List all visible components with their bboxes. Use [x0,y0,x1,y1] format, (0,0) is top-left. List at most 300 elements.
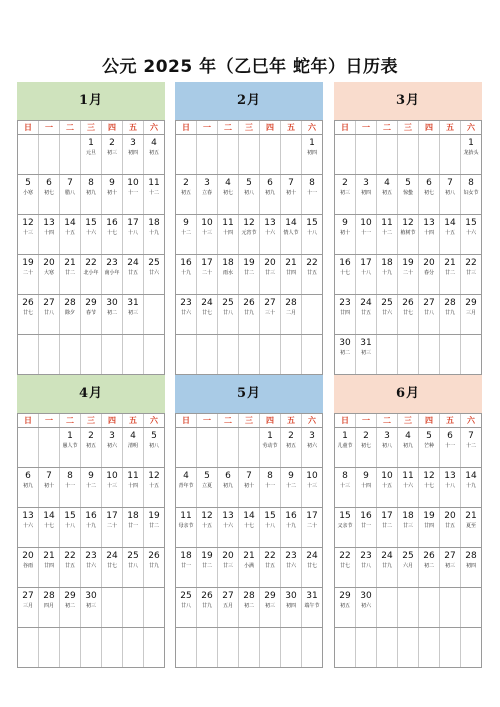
day-cell[interactable] [260,548,281,587]
day-cell [39,335,60,374]
day-cell[interactable] [123,508,144,547]
weekday-label: 六 [467,416,475,425]
weekday-label: 一 [197,121,218,134]
day-cell [398,588,419,627]
day-cell[interactable] [18,255,39,294]
day-cell[interactable] [356,468,377,507]
day-cell[interactable] [281,295,302,334]
day-cell[interactable] [123,468,144,507]
lunar-date: 廿三 [264,270,275,276]
day-cell[interactable] [356,215,377,254]
day-cell[interactable] [398,175,419,214]
month-table [17,120,165,375]
day-number: 9 [183,218,189,228]
day-cell [176,135,197,174]
day-cell[interactable] [302,428,322,467]
day-cell[interactable] [218,255,239,294]
week-row [18,174,164,214]
day-cell[interactable] [398,508,419,547]
lunar-date: 初八 [243,190,254,196]
day-cell[interactable] [60,215,81,254]
day-cell[interactable] [18,468,39,507]
day-number: 25 [381,298,393,308]
day-cell[interactable] [398,548,419,587]
day-cell [239,428,260,467]
day-number: 29 [264,591,276,601]
lunar-date: 十二 [465,443,476,449]
day-number: 2 [88,431,94,441]
lunar-date: 青年节 [178,483,194,489]
lunar-date: 初九 [264,190,275,196]
lunar-date: 廿四 [285,270,296,276]
day-cell[interactable] [461,215,481,254]
week-row [176,547,322,587]
day-number: 19 [402,258,414,268]
day-cell [419,628,440,667]
week-row [176,627,322,667]
day-cell[interactable] [60,255,81,294]
month-table [334,120,482,375]
day-cell [260,335,281,374]
lunar-date: 十一 [127,190,138,196]
day-cell [281,135,302,174]
day-cell[interactable] [302,215,322,254]
day-cell[interactable] [60,508,81,547]
day-cell[interactable] [356,295,377,334]
day-number: 15 [306,218,318,228]
day-cell[interactable] [398,295,419,334]
day-cell[interactable] [335,215,356,254]
day-number: 9 [109,178,115,188]
day-cell[interactable] [377,255,398,294]
day-cell[interactable] [218,175,239,214]
day-cell [419,588,440,627]
lunar-date: 廿八 [43,310,54,316]
day-cell[interactable] [18,548,39,587]
day-cell[interactable] [260,175,281,214]
day-cell[interactable] [281,175,302,214]
day-cell[interactable] [281,588,302,627]
lunar-date: 十六 [222,523,233,529]
lunar-date: 儿童节 [337,443,353,449]
lunar-date: 初十 [339,230,350,236]
day-cell[interactable] [440,508,461,547]
day-cell [144,335,164,374]
day-cell[interactable] [302,135,322,174]
day-cell[interactable] [260,215,281,254]
day-cell[interactable] [335,175,356,214]
lunar-date: 初二 [423,563,434,569]
day-number: 7 [447,178,453,188]
lunar-date: 廿八 [180,603,191,609]
day-cell[interactable] [398,468,419,507]
day-cell[interactable] [144,255,164,294]
day-number: 16 [285,511,297,521]
week-row [335,254,481,294]
day-number: 1 [468,138,474,148]
day-cell[interactable] [39,215,60,254]
day-cell[interactable] [102,548,123,587]
day-number: 9 [88,471,94,481]
day-cell[interactable] [377,468,398,507]
day-cell[interactable] [81,135,102,174]
day-cell[interactable] [176,175,197,214]
day-cell[interactable] [144,135,164,174]
day-cell[interactable] [102,295,123,334]
day-cell[interactable] [239,508,260,547]
day-cell[interactable] [39,255,60,294]
day-cell[interactable] [60,295,81,334]
day-cell[interactable] [335,548,356,587]
day-cell[interactable] [335,295,356,334]
day-cell[interactable] [377,548,398,587]
day-cell[interactable] [60,175,81,214]
day-cell[interactable] [60,588,81,627]
day-cell[interactable] [144,508,164,547]
day-cell[interactable] [440,548,461,587]
day-cell[interactable] [377,215,398,254]
day-cell[interactable] [197,588,218,627]
day-cell[interactable] [218,215,239,254]
lunar-date: 廿九 [148,563,159,569]
day-cell [260,135,281,174]
day-number: 21 [465,511,477,521]
day-number: 29 [465,298,477,308]
day-cell[interactable] [39,295,60,334]
day-cell[interactable] [102,215,123,254]
day-cell[interactable] [102,175,123,214]
lunar-date: 廿七 [106,563,117,569]
day-cell[interactable] [461,175,481,214]
day-cell[interactable] [281,508,302,547]
day-cell[interactable] [123,295,144,334]
day-cell[interactable] [461,428,481,467]
day-cell[interactable] [440,295,461,334]
day-cell[interactable] [197,508,218,547]
lunar-date: 廿七 [306,563,317,569]
day-cell[interactable] [335,255,356,294]
day-number: 27 [222,591,234,601]
day-cell[interactable] [218,588,239,627]
lunar-date: 五月 [222,603,233,609]
day-cell[interactable] [260,295,281,334]
day-cell [260,628,281,667]
day-cell[interactable] [398,215,419,254]
day-cell[interactable] [461,468,481,507]
day-cell [102,588,123,627]
day-cell[interactable] [123,215,144,254]
day-cell[interactable] [377,295,398,334]
day-cell[interactable] [102,255,123,294]
day-cell[interactable] [335,335,356,374]
day-cell[interactable] [144,428,164,467]
day-cell[interactable] [123,255,144,294]
weekday-label: 二 [377,414,398,427]
day-cell[interactable] [239,175,260,214]
lunar-date: 春分 [423,270,434,276]
weekday-label: 四 [419,121,440,134]
day-number: 24 [381,551,393,561]
day-number: 10 [201,218,213,228]
day-number: 7 [468,431,474,441]
day-cell[interactable] [18,588,39,627]
day-cell[interactable] [81,295,102,334]
day-cell[interactable] [81,548,102,587]
day-cell[interactable] [239,548,260,587]
weekday-header-row [18,120,164,134]
day-cell[interactable] [218,548,239,587]
day-cell[interactable] [176,508,197,547]
day-cell[interactable] [18,215,39,254]
day-cell[interactable] [302,588,322,627]
day-number: 10 [306,471,318,481]
day-cell[interactable] [260,428,281,467]
day-cell[interactable] [81,255,102,294]
day-cell[interactable] [197,295,218,334]
day-number: 28 [444,298,456,308]
lunar-date: 三十 [264,310,275,316]
day-cell[interactable] [144,548,164,587]
lunar-date: 初七 [360,443,371,449]
day-cell[interactable] [39,588,60,627]
day-cell[interactable] [39,468,60,507]
day-cell[interactable] [335,508,356,547]
day-cell[interactable] [197,468,218,507]
day-cell[interactable] [123,428,144,467]
day-cell[interactable] [144,468,164,507]
day-cell[interactable] [218,468,239,507]
day-cell[interactable] [39,175,60,214]
lunar-date: 二十 [22,270,33,276]
day-cell[interactable] [302,175,322,214]
day-number: 7 [288,178,294,188]
day-cell[interactable] [260,255,281,294]
day-cell[interactable] [356,508,377,547]
day-cell[interactable] [398,428,419,467]
day-cell[interactable] [176,548,197,587]
day-cell[interactable] [377,175,398,214]
day-cell[interactable] [260,468,281,507]
day-cell[interactable] [176,255,197,294]
day-number: 24 [306,551,318,561]
day-cell[interactable] [356,428,377,467]
day-cell[interactable] [419,548,440,587]
day-cell[interactable] [18,175,39,214]
day-cell[interactable] [377,428,398,467]
day-cell[interactable] [440,215,461,254]
day-cell[interactable] [239,295,260,334]
day-cell[interactable] [461,255,481,294]
day-cell[interactable] [144,175,164,214]
weekday-header-row [335,413,481,427]
day-cell[interactable] [281,548,302,587]
day-cell[interactable] [461,508,481,547]
day-cell[interactable] [260,588,281,627]
day-number: 11 [222,218,234,228]
day-cell[interactable] [419,428,440,467]
day-cell[interactable] [197,255,218,294]
day-cell[interactable] [81,468,102,507]
day-cell[interactable] [123,548,144,587]
day-cell[interactable] [461,295,481,334]
day-cell[interactable] [419,508,440,547]
day-cell[interactable] [81,588,102,627]
lunar-date: 初八 [444,190,455,196]
day-number: 31 [306,591,318,601]
day-cell[interactable] [356,255,377,294]
day-cell [461,588,481,627]
day-cell[interactable] [260,508,281,547]
day-cell[interactable] [102,135,123,174]
week-row [176,134,322,174]
day-cell[interactable] [39,508,60,547]
day-cell[interactable] [335,588,356,627]
day-cell[interactable] [302,508,322,547]
day-cell [18,628,39,667]
lunar-date: 初四 [360,190,371,196]
day-cell[interactable] [60,468,81,507]
day-cell[interactable] [335,468,356,507]
day-number: 4 [384,178,390,188]
day-cell[interactable] [176,215,197,254]
day-cell [197,428,218,467]
day-number: 8 [267,471,273,481]
lunar-date: 妇女节 [463,190,479,196]
day-cell[interactable] [419,468,440,507]
day-number: 5 [204,471,210,481]
day-cell[interactable] [123,175,144,214]
lunar-date: 十三 [106,483,117,489]
week-row [18,467,164,507]
day-cell[interactable] [281,215,302,254]
day-cell[interactable] [461,135,481,174]
day-cell[interactable] [356,548,377,587]
lunar-date: 十四 [222,230,233,236]
day-cell [39,428,60,467]
day-cell[interactable] [302,468,322,507]
day-cell[interactable] [39,548,60,587]
day-cell[interactable] [197,548,218,587]
weekday-label: 四 [102,414,123,427]
day-cell[interactable] [176,295,197,334]
lunar-date: 初五 [381,190,392,196]
day-cell[interactable] [440,255,461,294]
day-number: 15 [264,511,276,521]
lunar-date: 情人节 [283,230,299,236]
day-cell[interactable] [60,428,81,467]
day-number: 18 [127,511,139,521]
day-cell[interactable] [461,548,481,587]
day-cell [60,135,81,174]
day-cell[interactable] [176,468,197,507]
day-cell[interactable] [18,508,39,547]
day-cell[interactable] [81,215,102,254]
day-cell[interactable] [81,508,102,547]
lunar-date: 龙抬头 [463,150,479,156]
day-number: 31 [360,338,372,348]
lunar-date: 十五 [381,483,392,489]
day-number: 2 [109,138,115,148]
lunar-date: 十二 [148,190,159,196]
week-row [18,627,164,667]
day-cell[interactable] [302,548,322,587]
day-cell[interactable] [218,295,239,334]
day-cell [18,335,39,374]
lunar-date: 二十 [106,523,117,529]
lunar-date: 初三 [444,563,455,569]
month-table [175,120,323,375]
lunar-date: 十六 [264,230,275,236]
day-cell[interactable] [419,255,440,294]
day-cell [123,335,144,374]
day-cell[interactable] [60,548,81,587]
day-cell[interactable] [440,175,461,214]
day-cell[interactable] [102,468,123,507]
day-cell[interactable] [81,175,102,214]
day-cell[interactable] [239,255,260,294]
day-number: 12 [423,471,435,481]
day-cell[interactable] [123,135,144,174]
day-cell[interactable] [281,428,302,467]
day-cell[interactable] [419,295,440,334]
day-cell[interactable] [398,255,419,294]
lunar-date: 十二 [180,230,191,236]
day-number: 16 [360,511,372,521]
day-cell[interactable] [356,588,377,627]
day-cell[interactable] [102,508,123,547]
lunar-date: 小满 [243,563,254,569]
day-cell[interactable] [356,175,377,214]
day-cell[interactable] [239,215,260,254]
day-number: 28 [243,591,255,601]
day-cell[interactable] [239,588,260,627]
lunar-date: 十三 [201,230,212,236]
day-cell [144,588,164,627]
lunar-date: 初三 [106,150,117,156]
day-cell[interactable] [302,255,322,294]
lunar-date: 端午节 [304,603,320,609]
day-number: 24 [360,298,372,308]
day-cell[interactable] [356,335,377,374]
day-cell[interactable] [419,215,440,254]
day-cell[interactable] [144,215,164,254]
day-cell[interactable] [239,468,260,507]
day-cell [39,628,60,667]
day-cell[interactable] [197,175,218,214]
day-cell[interactable] [440,428,461,467]
day-number: 12 [201,511,213,521]
day-cell[interactable] [197,215,218,254]
day-cell[interactable] [218,508,239,547]
day-cell[interactable] [440,468,461,507]
day-number: 10 [381,471,393,481]
day-cell[interactable] [81,428,102,467]
day-cell[interactable] [18,295,39,334]
day-cell[interactable] [102,428,123,467]
day-cell[interactable] [281,255,302,294]
day-cell[interactable] [419,175,440,214]
day-cell[interactable] [335,428,356,467]
day-number: 25 [402,551,414,561]
day-cell[interactable] [176,588,197,627]
day-cell[interactable] [377,508,398,547]
day-cell[interactable] [281,468,302,507]
day-cell [440,135,461,174]
lunar-date: 初二 [106,310,117,316]
day-number: 4 [225,178,231,188]
lunar-date: 植树节 [400,230,416,236]
day-number: 4 [405,431,411,441]
